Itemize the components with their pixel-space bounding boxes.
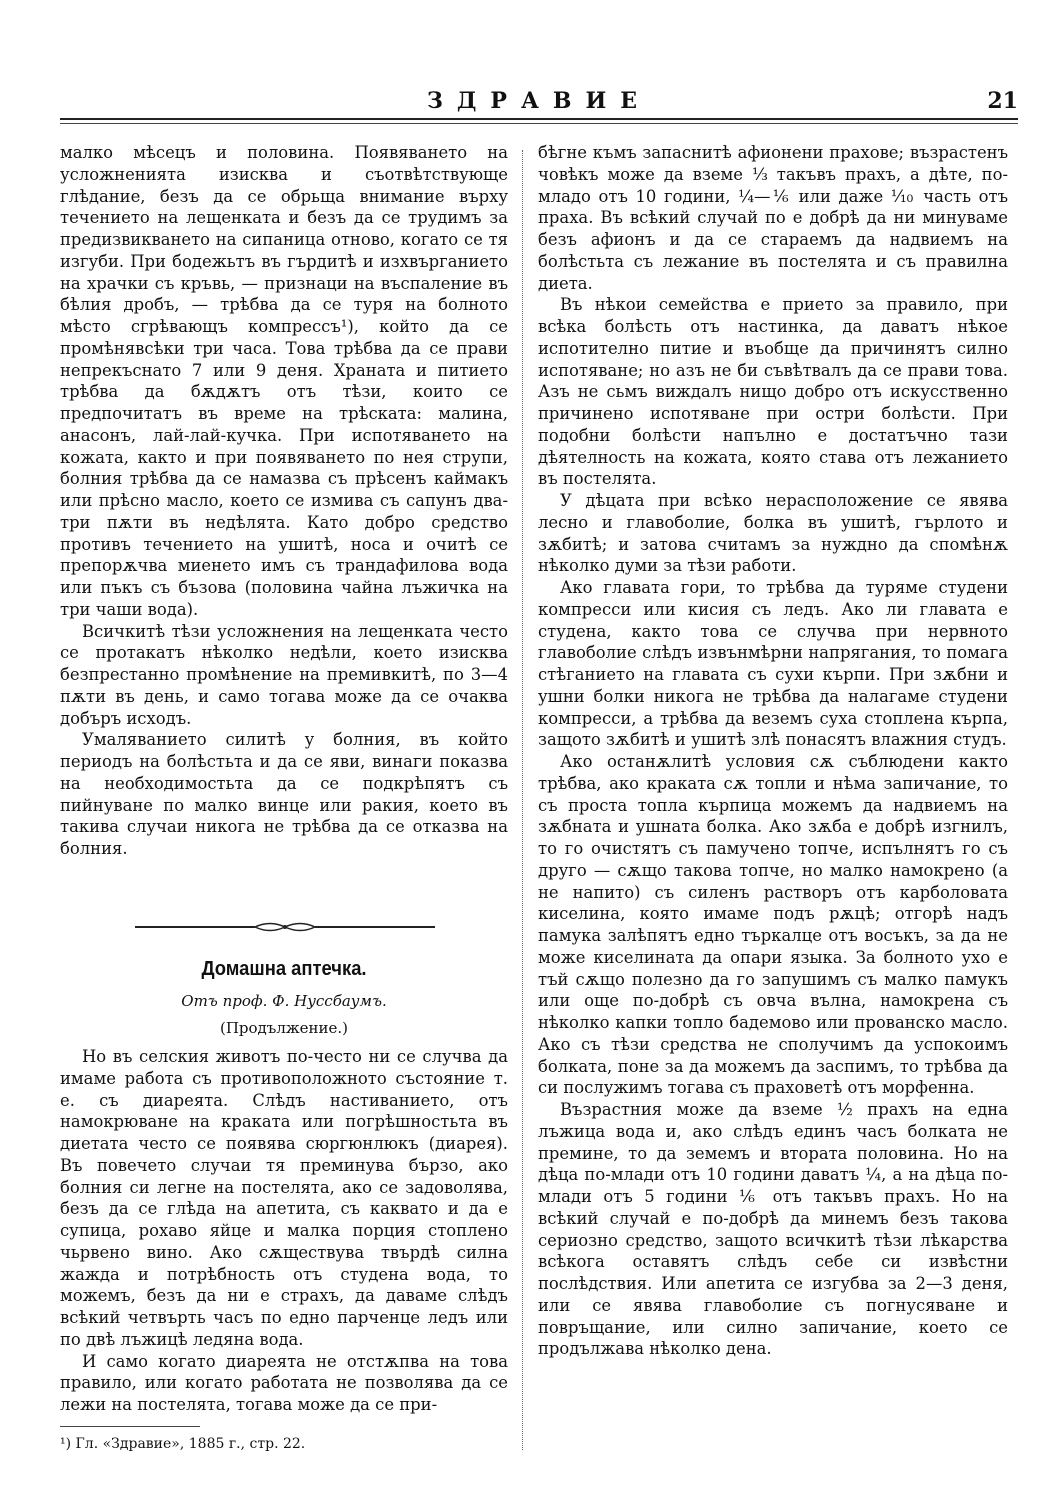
paragraph: Ако останѫлитѣ условия сѫ съблюдени както трѣбва, ако краката сѫ топли и нѣма запичание, то съ проста топла кърпица можемъ да надвиемъ на зѫбната и ушната болка. Ако зѫба е добрѣ изгнилъ, то го очистятъ съ памучено топче, испълнятъ го съ друго — сѫщо такова топче, но малко намокрено (а не напито) съ силенъ растворъ отъ карболовата киселина, която имаме подъ рѫцѣ; отгорѣ надъ памука залѣпятъ едно търкалце отъ восъкъ, за да не може киселината да опари языка. За болното ухо е тъй сѫщо полезно да го запушимъ съ малко памукъ или още по-добрѣ съ овча вълна, намокрена съ нѣколко капки топло бадемово или прованско масло. Ако съ тѣзи средства не сполучимъ да успокоимъ болката, поне за да можемъ да заспимъ, то трѣбва да си послужимъ тогава съ праховетѣ отъ морфенна. xyxy=(538,752,1008,1098)
article-title: Домашна аптечка. xyxy=(201,958,367,980)
article-body xyxy=(60,1046,508,1416)
page-number: 21 xyxy=(987,88,1018,114)
paragraph: И само когато диарeята не отстѫпва на това правило, или когато работата не позволява да се лежи на постелята, тогава може да се при- xyxy=(60,1351,508,1414)
article-continuation: (Продължение.) xyxy=(219,1019,349,1037)
paragraph: Но въ селския животъ по-често ни се случва да имаме работа съ противоположното състояние т. е. съ диарeята. Слѣдъ настиванието, отъ намокрюване на краката или погрѣшностьта въ диетата често се появява сюргюнлюкъ (диарея). Въ повечето случаи тя преминува бързо, ако болния си легне на постелята, ако се задоволява, безъ да се глѣда на апетита, съ каквато и да е супица, рохаво яйце и малка порция стоплено чьрвено вино. Ако сѫществува твърдѣ силна жажда и потрѣбность отъ студена вода, то можемъ, безъ да ни е страхъ, да даваме слѣдъ всѣкий четвърть часъ по едно парченце ледъ или по двѣ лъжицѣ ледяна вода. xyxy=(60,1047,508,1349)
page-header xyxy=(60,88,1018,122)
column-divider xyxy=(522,150,524,1450)
paragraph: Въ нѣкои семейства е прието за правило, при всѣка болѣсть отъ настинка, да даватъ нѣкое испотително питие и въобще да причинятъ силно испотяване; но азъ не би съвѣтвалъ да се прави това. Азъ не сьмъ виждалъ нищо добро отъ искусственно причинено испотяване при остри болѣсти. При подобни болѣсти напълно е достатъчно тази дѣятелность на кожата, която става отъ лежанието въ постелята. xyxy=(538,295,1008,489)
paragraph: У дѣцата при всѣко нерасположение се явява лесно и главоболие, болка въ ушитѣ, гърлото и зѫбитѣ; и затова считамъ за нуждно да спомѣнѫ нѣколко думи за тѣзи работи. xyxy=(538,491,1008,576)
footnote: ¹) Гл. «Здравие», 1885 г., стр. 22. xyxy=(60,1436,306,1452)
header-rule xyxy=(60,118,1018,120)
footnote-rule xyxy=(60,1426,200,1427)
header-rule-thin xyxy=(60,123,1018,124)
paragraph: Ако главата гори, то трѣбва да туряме студени компресси или кисия съ ледъ. Ако ли главата е студена, както това се случва при нервното главоболие слѣдъ извънмѣрни напрягания, то помага стѣганието на главата съ сухи кърпи. При зѫбни и ушни болки никога не трѣбва да налагаме студени компресси, а трѣбва да веземъ суха стоплена кърпа, защото зѫбитѣ и ушитѣ злѣ понасятъ влажния студъ. xyxy=(538,578,1008,750)
paragraph: Възрастния може да вземе ½ прахъ на една лъжица вода и, ако слѣдъ единъ часъ болката не премине, то да земемъ и втората половина. Но на дѣца по-млади отъ 10 години даватъ ¼, а на дѣца по-млади отъ 5 години ⅙ отъ такъвъ прахъ. Но на всѣкий случай е по-добрѣ да минемъ безъ такова сериозно средство, защото всичкитѣ тѣзи лѣкарства всѣкога оставятъ слѣдъ себе си извѣстни послѣдствия. Или апетита се изгубва за 2—3 деня, или се явява главоболие съ погнусяване и повръщание, или силно запичание, което се продължава нѣколко дена. xyxy=(538,1100,1008,1359)
paragraph: Умаляванието силитѣ у болния, въ който периодъ на болѣстьта и да се яви, винаги показва на необходимостьта да се подкрѣпятъ съ пийнуване по малко винце или ракия, което въ такива случаи никога не трѣбва да се отказва на болния. xyxy=(60,730,508,858)
article-author: Отъ проф. Ф. Нуссбаумъ. xyxy=(181,992,387,1010)
journal-title: ЗДРАВИЕ xyxy=(426,88,652,114)
left-column xyxy=(60,142,508,860)
right-column xyxy=(538,142,1008,1360)
paragraph: бѣгне къмъ запаснитѣ афионени прахове; възрастенъ човѣкъ може да вземе ⅓ такъвъ прахъ, а дѣте, по-младо отъ 10 години, ¼—⅙ или даже ⅒ часть отъ праха. Въ всѣкий случай по е добрѣ да ни минуваме безъ афионъ и да се стараемъ да надвиемъ на болѣстьта съ лежание въ постелята и съ правилна диета. xyxy=(538,143,1008,293)
paragraph: малко мѣсецъ и половина. Появяването на усложненията изисква и съотвѣтствующе глѣдание, безъ да се обрьща внимание върху течението на лещенката и безъ да се трудимъ за предизвикването на сипаница отново, когато се тя изгуби. При бодежьтъ въ гърдитѣ и изхвърганието на храчки съ кръвь, — признаци на въспаление въ бѣлия дробъ, — трѣбва да се туря на болното мѣсто сгрѣвающъ компрессъ¹), който да се промѣнявсѣки три часа. Това трѣбва да се прави непрекъснато 7 или 9 деня. Храната и питието трѣбва да бѫдѫтъ отъ тѣзи, които се предпочитатъ въ време на трѣската: малина, анасонъ, лай-лай-кучка. При испотяването на кожата, както и при появяването по нея струпи, болния трѣбва да се намазва съ прѣсенъ каймакъ или прѣсно масло, което се измива съ сапунъ два-три пѫти въ недѣлята. Като добро средство противъ течението на ушитѣ, носа и очитѣ се препорѫчва миенето имъ съ трандафилова вода или пъкъ съ бъзова (половина чайна лъжичка на три чаши вода). xyxy=(60,143,508,619)
paragraph: Всичкитѣ тѣзи усложнения на лещенката често се протакатъ нѣколко недѣли, което изисква безпрестанно промѣнение на премивкитѣ, по 3—4 пѫти въ день, и само тогава може да се очаква добъръ исходъ. xyxy=(60,621,508,728)
ornamental-divider xyxy=(135,920,435,934)
